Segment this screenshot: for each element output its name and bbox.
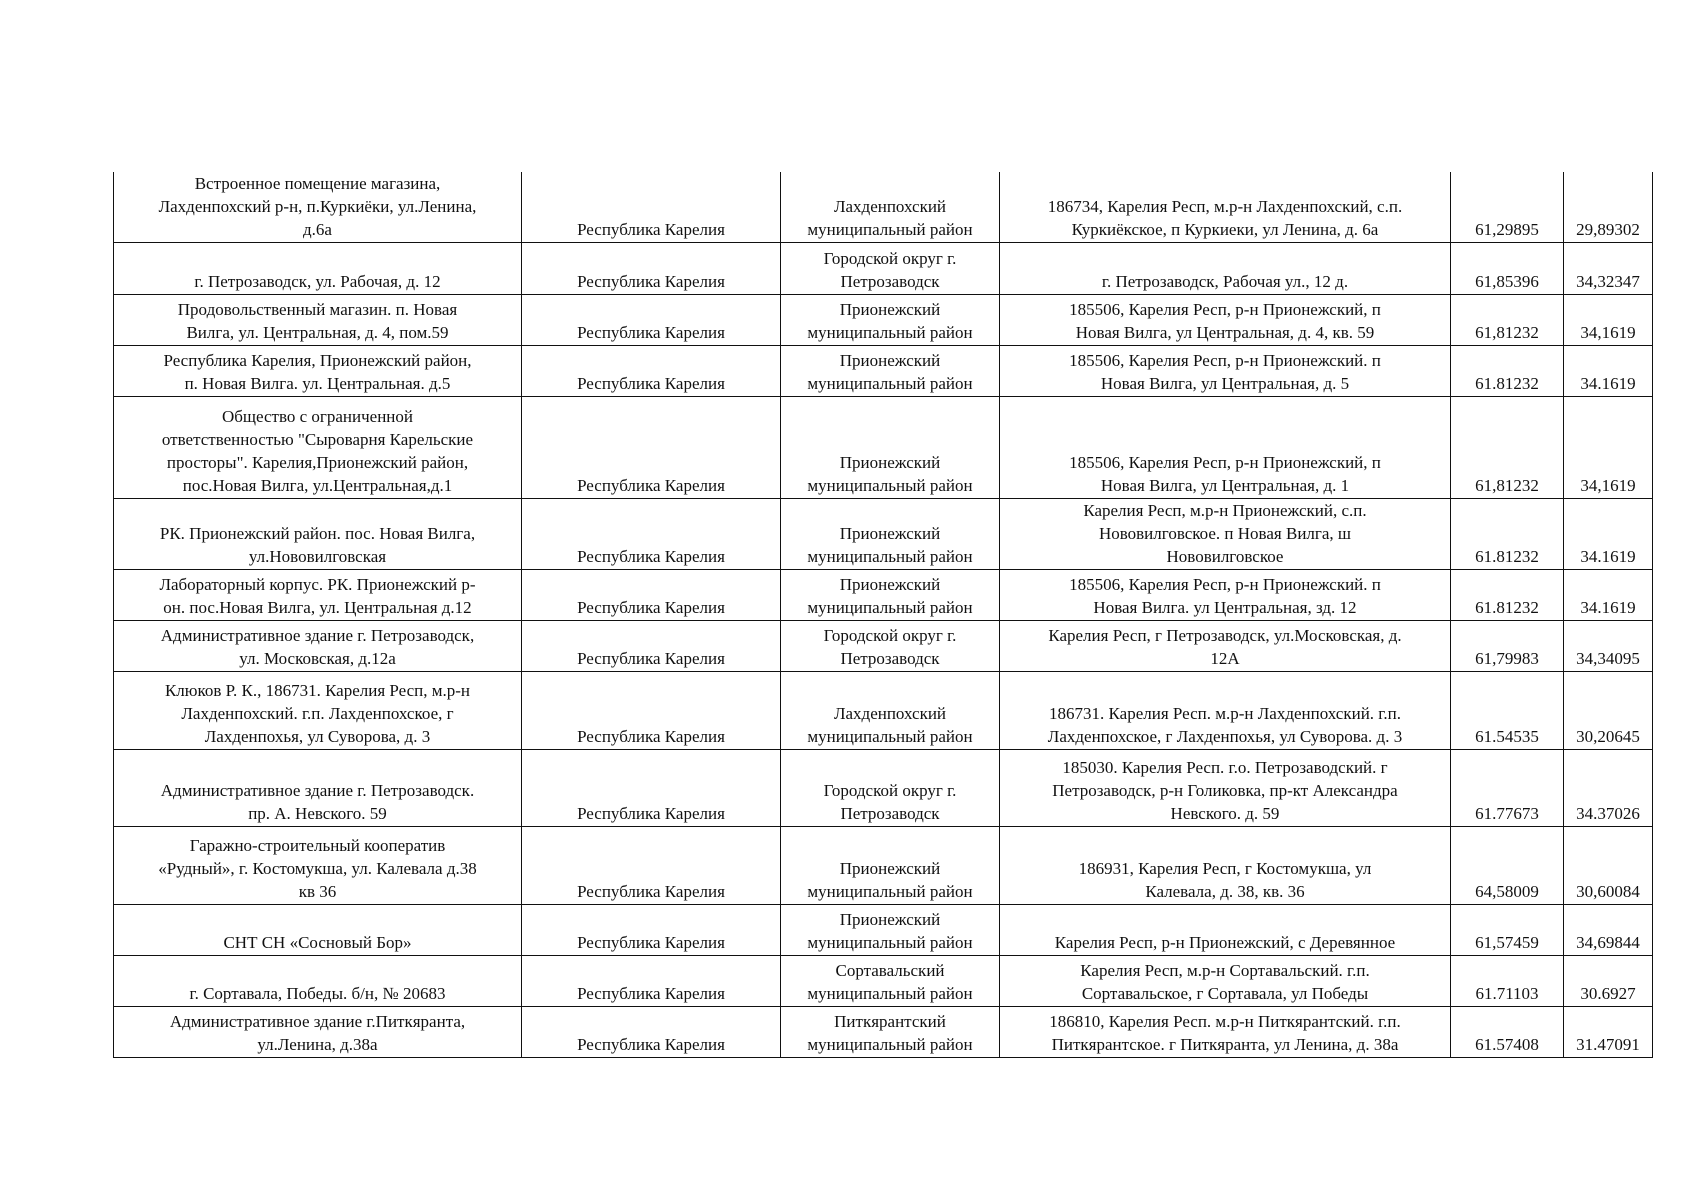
cell-object-name-line: он. пос.Новая Вилга, ул. Центральная д.12 [163, 598, 472, 617]
cell-object-name-line: Лахденпохский р-н, п.Куркиёки, ул.Ленина, [158, 197, 477, 216]
cell-region-line: Республика Карелия [577, 984, 725, 1003]
cell-object-name [114, 499, 522, 570]
cell-address-line: Карелия Респ, м.р-н Сортавальский. г.п. [1080, 961, 1370, 980]
cell-address-line: Питкярантское. г Питкяранта, ул Ленина, д. 38а [1051, 1035, 1399, 1054]
cell-object-name [114, 621, 522, 672]
cell-object-name-line: Административное здание г.Питкяранта, [169, 1012, 466, 1031]
cell-object-name [114, 295, 522, 346]
cell-region-line: Республика Карелия [577, 598, 725, 617]
cell-region [522, 295, 781, 346]
cell-region [522, 397, 781, 499]
cell-latitude: 61,85396 [1451, 243, 1564, 295]
cell-address-line: 186810, Карелия Респ. м.р-н Питкярантский. г.п. [1049, 1012, 1401, 1031]
cell-object-name [114, 243, 522, 295]
cell-region-line: Республика Карелия [577, 476, 725, 495]
cell-district-line: муниципальный район [807, 598, 973, 617]
cell-address [1000, 621, 1451, 672]
cell-longitude: 34,1619 [1564, 397, 1653, 499]
cell-district-line: муниципальный район [807, 727, 973, 746]
cell-object-name-line: д.6а [303, 220, 332, 239]
cell-object-name-line: Республика Карелия, Прионежский район, [163, 351, 472, 370]
cell-address-line: Куркиёкское, п Куркиеки, ул Ленина, д. 6а [1071, 220, 1379, 239]
cell-district [781, 621, 1000, 672]
cell-latitude: 61.81232 [1451, 570, 1564, 621]
cell-region [522, 499, 781, 570]
cell-district [781, 672, 1000, 750]
cell-object-name [114, 956, 522, 1007]
cell-address-line: Лахденпохское, г Лахденпохья, ул Суворова. д. 3 [1047, 727, 1403, 746]
cell-address-line: 186931, Карелия Респ, г Костомукша, ул [1078, 859, 1372, 878]
cell-district-line: Городской округ г. [823, 781, 957, 800]
cell-object-name-line: Лахденпохский. г.п. Лахденпохское, г [181, 704, 454, 723]
cell-address [1000, 956, 1451, 1007]
cell-object-name [114, 570, 522, 621]
cell-address [1000, 172, 1451, 243]
cell-longitude: 34,69844 [1564, 905, 1653, 956]
cell-region-line: Республика Карелия [577, 323, 725, 342]
cell-district-line: Прионежский [839, 351, 941, 370]
cell-object-name [114, 172, 522, 243]
cell-region [522, 570, 781, 621]
cell-region-line: Республика Карелия [577, 272, 725, 291]
cell-latitude: 61.54535 [1451, 672, 1564, 750]
cell-region-line: Республика Карелия [577, 933, 725, 952]
cell-address [1000, 397, 1451, 499]
cell-address-line: Новая Вилга, ул Центральная, д. 1 [1100, 476, 1350, 495]
cell-object-name-line: п. Новая Вилга. ул. Центральная. д.5 [184, 374, 451, 393]
cell-address [1000, 295, 1451, 346]
registry-table-body [114, 172, 1653, 1058]
cell-object-name-line: Общество с ограниченной [221, 407, 414, 426]
cell-address [1000, 243, 1451, 295]
cell-region [522, 956, 781, 1007]
cell-object-name-line: ул.Нововилговская [248, 547, 387, 566]
cell-address-line: 185506, Карелия Респ, р-н Прионежский. п [1069, 575, 1381, 594]
cell-district-line: Петрозаводск [840, 649, 940, 668]
cell-latitude: 61.77673 [1451, 750, 1564, 827]
table-row [114, 397, 1653, 499]
table-row [114, 172, 1653, 243]
table-row [114, 295, 1653, 346]
cell-district-line: муниципальный район [807, 220, 973, 239]
cell-district-line: Сортавальский [835, 961, 945, 980]
cell-district-line: Прионежский [839, 300, 941, 319]
cell-region [522, 750, 781, 827]
cell-district-line: Петрозаводск [840, 272, 940, 291]
cell-object-name [114, 1007, 522, 1058]
table-row [114, 827, 1653, 905]
cell-district-line: Лахденпохский [833, 197, 947, 216]
cell-address [1000, 346, 1451, 397]
table-row [114, 956, 1653, 1007]
table-row [114, 621, 1653, 672]
cell-object-name-line: просторы". Карелия,Прионежский район, [166, 453, 469, 472]
cell-address [1000, 750, 1451, 827]
cell-district-line: Прионежский [839, 453, 941, 472]
cell-object-name-line: Вилга, ул. Центральная, д. 4, пом.59 [186, 323, 449, 342]
cell-object-name-line: ул.Ленина, д.38а [257, 1035, 378, 1054]
cell-region-line: Республика Карелия [577, 727, 725, 746]
table-row [114, 672, 1653, 750]
cell-district-line: муниципальный район [807, 933, 973, 952]
cell-object-name-line: РК. Прионежский район. пос. Новая Вилга, [159, 524, 476, 543]
cell-district-line: Городской округ г. [823, 249, 957, 268]
cell-address-line: Новая Вилга, ул Центральная, д. 4, кв. 59 [1075, 323, 1375, 342]
cell-district-line: Питкярантский [834, 1012, 946, 1031]
cell-district-line: муниципальный район [807, 323, 973, 342]
cell-district [781, 172, 1000, 243]
cell-region-line: Республика Карелия [577, 374, 725, 393]
cell-region [522, 243, 781, 295]
cell-district-line: Прионежский [839, 910, 941, 929]
cell-address-line: Петрозаводск, р-н Голиковка, пр-кт Александра [1052, 781, 1398, 800]
cell-address [1000, 905, 1451, 956]
cell-address-line: 185030. Карелия Респ. г.о. Петрозаводский. г [1062, 758, 1388, 777]
cell-object-name [114, 397, 522, 499]
cell-object-name-line: Лабораторный корпус. РК. Прионежский р- [159, 575, 476, 594]
cell-district-line: муниципальный район [807, 984, 973, 1003]
cell-object-name-line: Административное здание г. Петрозаводск. [160, 781, 475, 800]
cell-region [522, 827, 781, 905]
cell-latitude: 61,79983 [1451, 621, 1564, 672]
cell-longitude: 34.1619 [1564, 499, 1653, 570]
cell-longitude: 29,89302 [1564, 172, 1653, 243]
cell-object-name-line: пос.Новая Вилга, ул.Центральная,д.1 [182, 476, 453, 495]
cell-longitude: 34,1619 [1564, 295, 1653, 346]
cell-object-name-line: г. Сортавала, Победы. б/н, № 20683 [189, 984, 446, 1003]
cell-district [781, 570, 1000, 621]
cell-latitude: 61.71103 [1451, 956, 1564, 1007]
cell-address-line: Нововилговское [1166, 547, 1284, 566]
cell-address-line: г. Петрозаводск, Рабочая ул., 12 д. [1101, 272, 1349, 291]
cell-district [781, 243, 1000, 295]
cell-object-name-line: кв 36 [298, 882, 337, 901]
cell-object-name [114, 905, 522, 956]
cell-address-line: Новая Вилга, ул Центральная, д. 5 [1100, 374, 1350, 393]
cell-address-line: Калевала, д. 38, кв. 36 [1145, 882, 1305, 901]
cell-region [522, 1007, 781, 1058]
cell-district [781, 827, 1000, 905]
cell-district [781, 956, 1000, 1007]
table-row [114, 499, 1653, 570]
cell-object-name-line: Лахденпохья, ул Суворова, д. 3 [204, 727, 431, 746]
cell-longitude: 31.47091 [1564, 1007, 1653, 1058]
cell-district [781, 499, 1000, 570]
cell-address [1000, 827, 1451, 905]
cell-latitude: 61,81232 [1451, 295, 1564, 346]
cell-district-line: муниципальный район [807, 547, 973, 566]
cell-longitude: 34,32347 [1564, 243, 1653, 295]
cell-address-line: 186731. Карелия Респ. м.р-н Лахденпохский. г.п. [1049, 704, 1401, 723]
cell-longitude: 30,20645 [1564, 672, 1653, 750]
cell-region [522, 672, 781, 750]
cell-longitude: 34,34095 [1564, 621, 1653, 672]
cell-district [781, 295, 1000, 346]
cell-object-name-line: г. Петрозаводск, ул. Рабочая, д. 12 [194, 272, 441, 291]
cell-district-line: Прионежский [839, 575, 941, 594]
cell-object-name-line: пр. А. Невского. 59 [248, 804, 387, 823]
cell-object-name-line: Административное здание г. Петрозаводск, [160, 626, 475, 645]
cell-latitude: 61,81232 [1451, 397, 1564, 499]
cell-latitude: 61.81232 [1451, 499, 1564, 570]
cell-district-line: Петрозаводск [840, 804, 940, 823]
cell-district-line: муниципальный район [807, 374, 973, 393]
cell-object-name-line: ответственностью "Сыроварня Карельские [161, 430, 474, 449]
cell-region-line: Республика Карелия [577, 1035, 725, 1054]
cell-latitude: 61,29895 [1451, 172, 1564, 243]
cell-address [1000, 499, 1451, 570]
cell-district-line: муниципальный район [807, 882, 973, 901]
cell-object-name [114, 750, 522, 827]
cell-address-line: 185506, Карелия Респ, р-н Прионежский, п [1069, 453, 1381, 472]
cell-address-line: Новая Вилга. ул Центральная, зд. 12 [1093, 598, 1357, 617]
cell-address-line: Невского. д. 59 [1170, 804, 1280, 823]
cell-object-name-line: СНТ СН «Сосновый Бор» [223, 933, 412, 952]
cell-longitude: 30.6927 [1564, 956, 1653, 1007]
cell-address-line: 185506, Карелия Респ, р-н Прионежский, п [1069, 300, 1381, 319]
cell-longitude: 34.1619 [1564, 570, 1653, 621]
cell-latitude: 61.57408 [1451, 1007, 1564, 1058]
cell-district-line: Прионежский [839, 859, 941, 878]
registry-table [113, 172, 1653, 1058]
cell-address-line: 185506, Карелия Респ, р-н Прионежский. п [1069, 351, 1381, 370]
cell-address-line: Карелия Респ, г Петрозаводск, ул.Московская, д. [1048, 626, 1402, 645]
cell-latitude: 64,58009 [1451, 827, 1564, 905]
cell-region [522, 621, 781, 672]
cell-address-line: 186734, Карелия Респ, м.р-н Лахденпохский, с.п. [1047, 197, 1403, 216]
cell-object-name [114, 346, 522, 397]
cell-address-line: Карелия Респ, м.р-н Прионежский, с.п. [1083, 501, 1367, 520]
cell-object-name-line: Встроенное помещение магазина, [194, 174, 441, 193]
cell-longitude: 34.37026 [1564, 750, 1653, 827]
cell-district-line: Прионежский [839, 524, 941, 543]
cell-address [1000, 1007, 1451, 1058]
table-row [114, 905, 1653, 956]
cell-address [1000, 570, 1451, 621]
cell-district [781, 346, 1000, 397]
cell-address-line: Сортавальское, г Сортавала, ул Победы [1081, 984, 1369, 1003]
cell-region [522, 172, 781, 243]
cell-district [781, 905, 1000, 956]
cell-latitude: 61.81232 [1451, 346, 1564, 397]
cell-longitude: 34.1619 [1564, 346, 1653, 397]
cell-district [781, 750, 1000, 827]
cell-district [781, 397, 1000, 499]
cell-region [522, 905, 781, 956]
cell-region-line: Республика Карелия [577, 882, 725, 901]
cell-object-name-line: Клюков Р. К., 186731. Карелия Респ, м.р-н [164, 681, 471, 700]
cell-object-name-line: Гаражно-строительный кооператив [189, 836, 446, 855]
table-row [114, 243, 1653, 295]
cell-region-line: Республика Карелия [577, 804, 725, 823]
cell-longitude: 30,60084 [1564, 827, 1653, 905]
cell-district-line: муниципальный район [807, 476, 973, 495]
cell-object-name-line: «Рудный», г. Костомукша, ул. Калевала д.38 [158, 859, 477, 878]
cell-region [522, 346, 781, 397]
cell-district [781, 1007, 1000, 1058]
table-row [114, 750, 1653, 827]
cell-address-line: Карелия Респ, р-н Прионежский, с Деревянное [1054, 933, 1396, 952]
cell-district-line: муниципальный район [807, 1035, 973, 1054]
cell-object-name-line: ул. Московская, д.12а [239, 649, 396, 668]
cell-region-line: Республика Карелия [577, 547, 725, 566]
table-row [114, 570, 1653, 621]
cell-district-line: Лахденпохский [833, 704, 947, 723]
cell-object-name [114, 672, 522, 750]
cell-address-line: Нововилговское. п Новая Вилга, ш [1098, 524, 1352, 543]
cell-region-line: Республика Карелия [577, 649, 725, 668]
cell-address-line: 12А [1210, 649, 1240, 668]
table-row [114, 1007, 1653, 1058]
cell-region-line: Республика Карелия [577, 220, 725, 239]
cell-object-name [114, 827, 522, 905]
cell-latitude: 61,57459 [1451, 905, 1564, 956]
cell-object-name-line: Продовольственный магазин. п. Новая [177, 300, 458, 319]
cell-district-line: Городской округ г. [823, 626, 957, 645]
table-row [114, 346, 1653, 397]
cell-address [1000, 672, 1451, 750]
